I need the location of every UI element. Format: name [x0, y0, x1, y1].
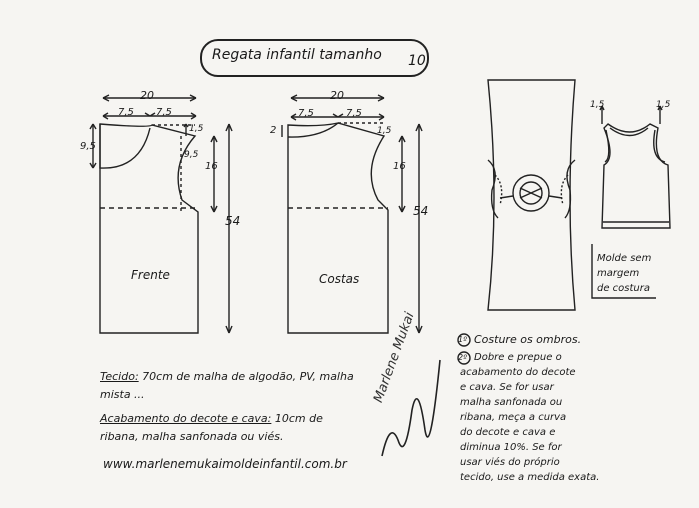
- front-neck-depth-label: 9,5: [80, 141, 96, 152]
- tank-top-illustration: [600, 106, 670, 228]
- website-text: www.marlenemukaimoldeinfantil.com.br: [103, 457, 347, 471]
- fabric-label: Tecido:: [100, 370, 139, 383]
- step-2-line9: tecido, use a medida exata.: [460, 472, 600, 483]
- back-outline: [288, 123, 388, 333]
- size-number: 10: [408, 53, 426, 69]
- finish-note-line1: [100, 412, 323, 426]
- back-neck-depth-label: 2: [270, 125, 277, 136]
- back-length-label: 54: [413, 204, 429, 218]
- back-seg1-label: 7,5: [298, 108, 314, 119]
- mold-note-line1: Molde sem: [597, 253, 652, 264]
- back-seg2-label: 7,5: [346, 108, 362, 119]
- front-pattern-piece: [90, 95, 232, 333]
- fabric-note-line1: [100, 370, 354, 384]
- front-armhole-label: 9,5: [184, 150, 199, 160]
- step-2-line3: e cava. Se for usar: [460, 382, 554, 393]
- step-2-line5: ribana, meça a curva: [460, 412, 567, 423]
- signature-text: Marlene Mukai: [371, 310, 418, 405]
- back-pattern-piece: [282, 95, 422, 333]
- back-piece-label: Costas: [319, 272, 360, 286]
- folded-garment-illustration: [488, 80, 575, 310]
- step-1-number: 1º: [458, 335, 467, 344]
- front-seg1-label: 7,5: [118, 107, 134, 118]
- step-2-number: 2º: [458, 353, 467, 362]
- front-seg2-label: 7,5: [156, 107, 172, 118]
- step-2-line1: Dobre e prepue o: [474, 352, 562, 363]
- step-1-line1: Costure os ombros.: [474, 333, 582, 346]
- front-shoulder-drop-label: 1,5: [189, 124, 204, 134]
- front-width-label: 20: [140, 89, 154, 102]
- front-piece-label: Frente: [131, 268, 170, 282]
- finish-text1: 10cm de: [274, 412, 323, 425]
- step-2-line2: acabamento do decote: [460, 367, 576, 378]
- step-2-line7: diminua 10%. Se for: [460, 442, 562, 453]
- back-armhole-height-label: 16: [393, 161, 406, 172]
- step-2-line6: do decote e cava e: [460, 427, 556, 438]
- front-neckline: [100, 124, 150, 168]
- finish-label: Acabamento do decote e cava:: [100, 412, 272, 425]
- page-title: Regata infantil tamanho: [212, 47, 382, 63]
- back-width-label: 20: [330, 89, 344, 102]
- step-2-line4: malha sanfonada ou: [460, 397, 563, 408]
- mold-note-line2: margem: [597, 268, 640, 279]
- back-shoulder-drop-label: 1,5: [377, 126, 392, 136]
- fabric-text1: 70cm de malha de algodão, PV, malha: [142, 370, 354, 383]
- tank-right-measure: 1,5: [656, 100, 671, 110]
- mold-note-line3: de costura: [597, 283, 651, 294]
- step-2-line8: usar viés do próprio: [460, 457, 560, 468]
- tank-left-measure: 1,5: [590, 100, 605, 110]
- fabric-text2: mista ...: [100, 388, 145, 401]
- front-length-label: 54: [225, 214, 241, 228]
- front-armhole-height-label: 16: [205, 161, 218, 172]
- finish-text2: ribana, malha sanfonada ou viés.: [100, 430, 284, 443]
